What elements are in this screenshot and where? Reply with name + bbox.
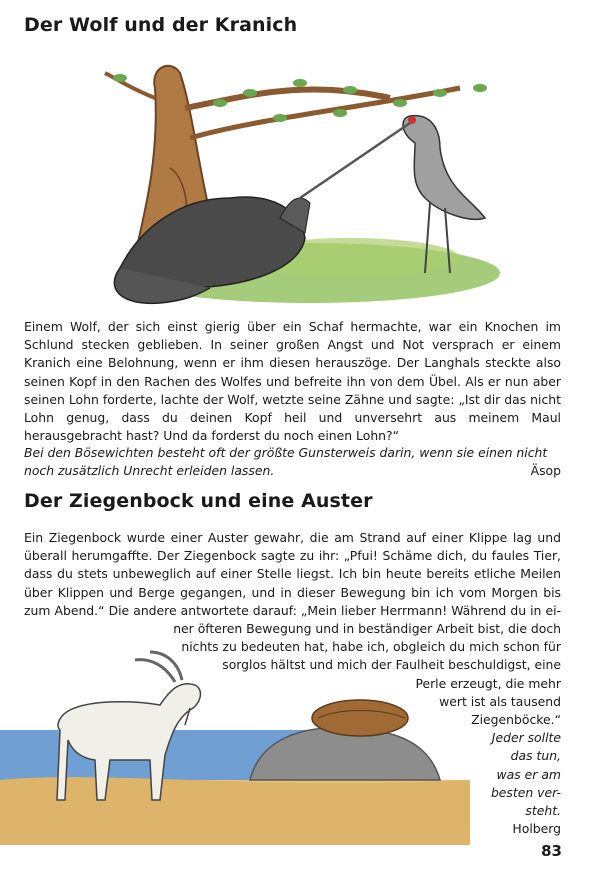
story1-text: Einem Wolf, der sich einst gierig über ein Schaf hermachte, war ein Knochen im Schlund stecken geblieben. In seiner großen Angst und Not versprach er einem Kranich eine Belohnung, wenn er ihm diesen herauszöge. Der Langhals steckte also seinen Kopf in den Rachen des Wolfes und befreite ihn von dem Übel. Als er nun aber seinen Lohn forderte, lachte der Wolf, wetzte seine Zähne und sagte: „Ist dir das nicht Lohn genug, dass du deinen Kopf heil und unversehrt aus meinem Maul herausgebracht hast? Und da forderst du noch einen Lohn?“ (24, 319, 561, 444)
page-number: 83 (541, 842, 562, 860)
story1-moral (24, 444, 561, 480)
story2-moral-line: besten ver- (490, 784, 561, 800)
story2-line: Perle erzeugt, die mehr (415, 675, 561, 691)
story2-line: ner öfteren Bewegung und in beständiger Arbeit bist, die doch (173, 621, 561, 637)
story2-line: Ein Ziegenbock wurde einer Auster gewahr, die am Strand auf einer Klippe lag und (24, 530, 561, 545)
story2-line: Ziegenböcke.“ (471, 712, 561, 728)
story1-author: Äsop (530, 463, 561, 479)
story2-line: überall herumgaffte. Der Ziegenbock sagte zu ihr: „Pfui! Schäme dich, du faules Tier, (24, 548, 561, 564)
story2-line: nichts zu bedeuten hat, habe ich, obgleich du mich schon für (181, 639, 561, 655)
story1-title: Der Wolf und der Kranich (24, 14, 298, 36)
story2-author: Holberg (512, 821, 561, 837)
story2-line: über Klippen und Berge gegangen, und in dieser Bewegung bin ich vom Morgen bis (24, 584, 561, 600)
story2-title: Der Ziegenbock und eine Auster (24, 490, 373, 512)
story1-moral-text: Bei den Bösewichten besteht oft der größte Gunsterweis darin, wenn sie einen nicht noch zusätzlich Unrecht erleiden lassen. (24, 445, 548, 479)
story2-moral-line: Jeder sollte (491, 730, 561, 746)
story2-line: wert ist als tausend (439, 693, 561, 709)
story2-line: dass du stets unbeweglich auf einer Stelle liegst. Ich bin heute bereits etliche Meilen (24, 566, 561, 582)
story2-line: zum Abend.“ Die andere antwortete darauf: „Mein lieber Herrmann! Während du in ei- (24, 602, 561, 618)
story2-moral-line: steht. (525, 803, 561, 819)
story2-text (24, 529, 561, 838)
wolf-crane-illustration (100, 48, 500, 310)
story2-moral-line: das tun, (510, 748, 561, 764)
story2-moral-line: was er am (496, 766, 561, 782)
story2-line: sorglos hältst und mich der Faulheit beschuldigst, eine (222, 657, 561, 673)
